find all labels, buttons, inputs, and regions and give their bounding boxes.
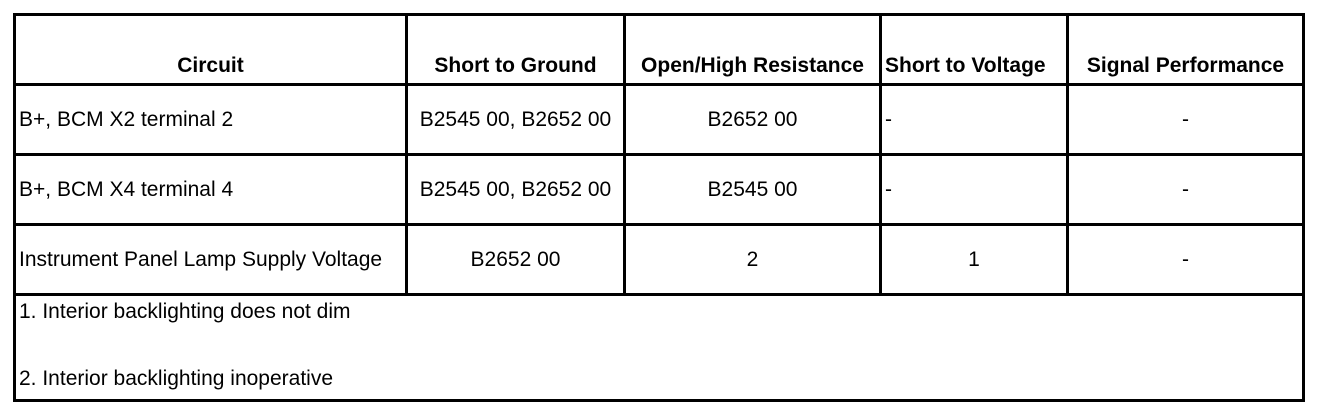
cell-signal-performance: - bbox=[1068, 225, 1304, 295]
header-open-high-resistance: Open/High Resistance bbox=[625, 15, 881, 85]
cell-circuit: B+, BCM X4 terminal 4 bbox=[15, 155, 407, 225]
note-1: 1. Interior backlighting does not dim bbox=[19, 300, 351, 323]
cell-circuit: B+, BCM X2 terminal 2 bbox=[15, 85, 407, 155]
header-short-to-voltage: Short to Voltage bbox=[881, 15, 1068, 85]
cell-signal-performance: - bbox=[1068, 155, 1304, 225]
notes-cell bbox=[15, 295, 1304, 401]
table-row bbox=[15, 85, 1304, 155]
table-row bbox=[15, 155, 1304, 225]
diagnostic-circuit-table bbox=[13, 13, 1305, 402]
cell-short-to-ground: B2545 00, B2652 00 bbox=[407, 155, 625, 225]
note-2: 2. Interior backlighting inoperative bbox=[19, 367, 334, 390]
note-spacer bbox=[19, 325, 1299, 365]
table-row bbox=[15, 225, 1304, 295]
notes-row bbox=[15, 295, 1304, 401]
cell-signal-performance: - bbox=[1068, 85, 1304, 155]
cell-open-high-resistance: 2 bbox=[625, 225, 881, 295]
cell-short-to-voltage: - bbox=[881, 155, 1068, 225]
header-signal-performance: Signal Performance bbox=[1068, 15, 1304, 85]
table-header-row bbox=[15, 15, 1304, 85]
header-short-to-ground: Short to Ground bbox=[407, 15, 625, 85]
cell-short-to-voltage: - bbox=[881, 85, 1068, 155]
cell-open-high-resistance: B2652 00 bbox=[625, 85, 881, 155]
cell-circuit: Instrument Panel Lamp Supply Voltage bbox=[15, 225, 407, 295]
cell-short-to-ground: B2545 00, B2652 00 bbox=[407, 85, 625, 155]
cell-short-to-voltage: 1 bbox=[881, 225, 1068, 295]
header-circuit: Circuit bbox=[15, 15, 407, 85]
cell-short-to-ground: B2652 00 bbox=[407, 225, 625, 295]
cell-open-high-resistance: B2545 00 bbox=[625, 155, 881, 225]
